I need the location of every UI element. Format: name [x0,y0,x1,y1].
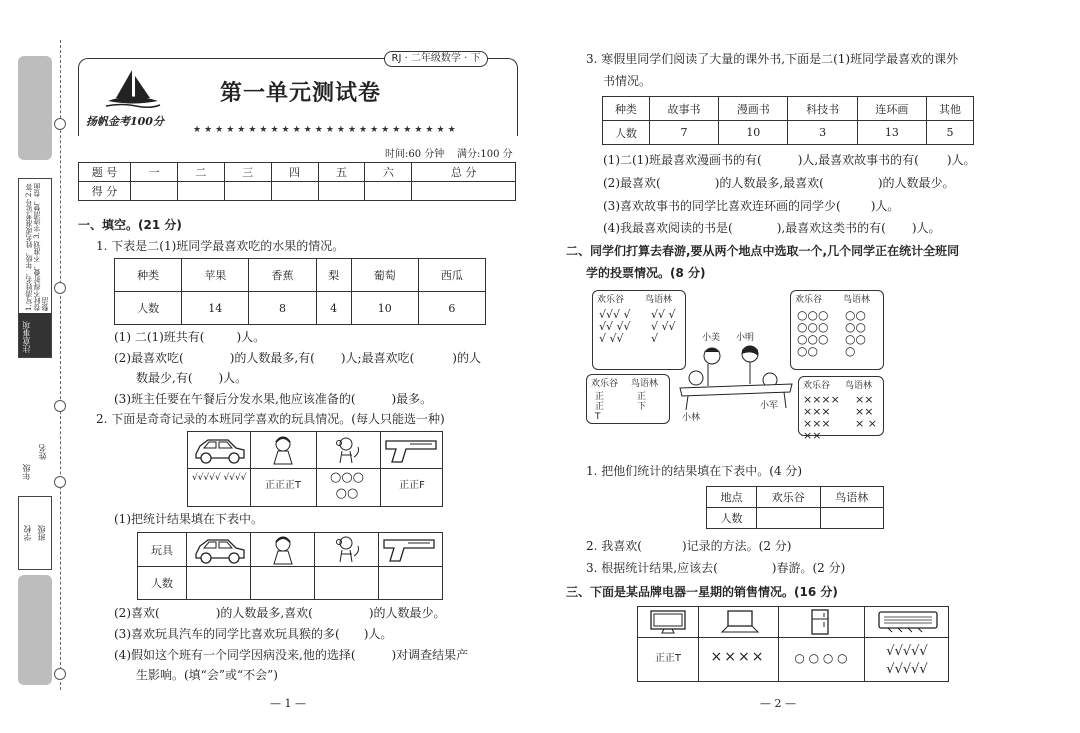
notes-box [18,178,52,358]
score-header: 三 [224,163,271,182]
part2-heading-cont: 学的投票情况。(8 分) [586,266,706,280]
count-label: 人数 [151,577,173,590]
book-value: 10 [719,121,788,145]
tally-circle-b: ○○ ○○ ○○ ○ [845,308,866,358]
loc-header: 鸟语林 [820,487,884,508]
score-cell[interactable] [131,182,178,201]
fruit-header: 种类 [115,259,182,292]
score-header: 二 [177,163,224,182]
tally-bubble-check: 欢乐谷 鸟语林 √√√ √√√ √√√ √√ √√ √√ √√ √ [592,290,686,370]
tally-circle-a: ○○○ ○○○ ○○○ ○○ [797,308,829,358]
q3-sub2: (2)最喜欢( )的人数最多,最喜欢( )的人数最少。 [603,176,955,190]
tv-icon [650,610,686,637]
count-input[interactable] [820,508,884,529]
loc-header: 地点 [707,487,757,508]
count-input[interactable] [187,567,249,599]
toy-record-table [187,431,443,507]
fruit-header: 梨 [316,259,351,292]
part2-q2: 2. 我喜欢( )记录的方法。(2 分) [586,539,792,553]
tally-cross-a: ×××× ××× ××× ×× [803,393,840,442]
gun-icon [384,438,440,467]
score-header: 题 号 [79,163,131,182]
car-icon [192,436,246,467]
monkey-record: ○○○ ○○ [329,470,365,501]
q2-sub4: (4)假如这个班有一个同学因病没来,他的选择( )对调查结果产 [114,648,469,662]
book-header: 连环画 [857,97,926,121]
toy-label: 玩具 [151,544,173,557]
sidebar-form-box [18,496,52,570]
books-table [602,96,974,145]
book-header: 漫画书 [719,97,788,121]
q2-sub1: (1)把统计结果填在下表中。 [114,512,263,526]
fruit-value: 14 [182,292,249,325]
laptop-record: ×××× [710,649,766,665]
fruit-value: 4 [316,292,351,325]
q2-stem: 2. 下面是奇奇记录的本班同学喜欢的玩具情况。(每人只能选一种) [96,412,445,426]
tally-bubble-zheng: 欢乐谷 鸟语林 正 正 T 正 下 [586,374,670,424]
book-value: 13 [857,121,926,145]
part3-heading: 三、下面是某品牌电器一星期的销售情况。(16 分) [566,585,838,599]
name-xiaoming: 小明 [736,333,755,343]
q1-sub1: (1) 二(1)班共有( )人。 [114,330,266,344]
appliance-table [637,606,949,682]
ac-record: √√√√√ √√√√√ [886,644,928,677]
tally-bubble-cross: 欢乐谷 鸟语林 ×××× ××× ××× ×× ×× ×× × × [798,376,884,436]
q3-sub3: (3)喜欢故事书的同学比喜欢连环画的同学少( )人。 [603,199,900,213]
logo-boat-icon [102,68,162,112]
book-header: 科技书 [788,97,857,121]
gun-icon [382,537,438,566]
score-row-label: 得 分 [79,182,131,201]
laptop-icon [720,610,760,637]
q3-stem-cont: 书情况。 [603,74,652,88]
q1-sub2: (2)最喜欢吃( )的人数最多,有( )人;最喜欢吃( )的人 [114,351,481,365]
subject-tag: RJ · 二年级数学 · 下 [384,51,488,67]
name-xiaolin: 小林 [682,413,701,423]
fruit-header: 西瓜 [418,259,485,292]
monkey-icon [332,435,362,470]
score-cell[interactable] [224,182,271,201]
fruit-header: 葡萄 [351,259,418,292]
tally-bubble-circle: 欢乐谷 鸟语林 ○○○ ○○○ ○○○ ○○ ○○ ○○ ○○ ○ [790,290,884,370]
car-icon [192,536,246,567]
q1-stem: 1. 下表是二(1)班同学最喜欢吃的水果的情况。 [96,239,345,253]
air-conditioner-icon [878,611,938,636]
tally-check-a: √√√ √√√ √√√ √√ [599,308,631,345]
score-cell[interactable] [177,182,224,201]
tally-cross-b: ×× ×× × × [855,393,877,430]
score-header: 总 分 [412,163,516,182]
school-field-label: 学校 [23,525,32,541]
book-header: 其他 [927,97,974,121]
class-field-label: 班级 [37,525,46,541]
book-header: 故事书 [649,97,718,121]
q2-sub4-cont: 生影响。(填“会”或“不会”) [136,668,278,682]
loc-header: 欢乐谷 [757,487,821,508]
score-table [78,162,516,201]
name-xiaojun: 小军 [760,401,779,411]
fruit-table [114,258,486,325]
tally-check-b: √√ √√ √√ √ [651,308,676,345]
sidebar-tab-top [18,56,52,160]
binding-holes [54,0,68,733]
fruit-value: 8 [249,292,316,325]
part2-q1: 1. 把他们统计的结果填在下表中。(4 分) [586,464,803,478]
part1-heading: 一、填空。(21 分) [78,218,182,232]
page-number-2: — 2 — [760,697,796,710]
toy-fill-table [137,532,443,600]
sidebar-tab-bottom [18,575,52,685]
fridge-icon [810,609,832,638]
part2-q3: 3. 根据统计结果,应该去( )春游。(2 分) [586,561,846,575]
vote-illustration [586,288,884,442]
doll-record: 正正正T [264,480,302,491]
score-cell[interactable] [271,182,318,201]
notes-label: 注意事项 [22,321,31,353]
fruit-header: 苹果 [182,259,249,292]
part2-heading: 二、同学们打算去春游,要从两个地点中选取一个,几个同学正在统计全班同 [566,244,960,258]
title-stars: ★★★★★★★★★★★★★★★★★★★★★★★★ [193,125,459,135]
book-header: 种类 [603,97,650,121]
loc-row-label: 人数 [707,508,757,529]
fridge-record: ○ ○ ○ ○ [794,651,848,665]
book-value: 3 [788,121,857,145]
fruit-header: 香蕉 [249,259,316,292]
page-number-1: — 1 — [270,697,306,710]
score-header: 六 [365,163,412,182]
monkey-icon [332,534,362,569]
logo-text: 扬帆金考100分 [86,115,164,128]
page-title: 第一单元测试卷 [220,80,382,106]
q1-sub3: (3)班主任要在午餐后分发水果,他应该准备的( )最多。 [114,392,433,406]
score-header: 一 [131,163,178,182]
time-info: 时间:60 分钟 满分:100 分 [385,149,513,160]
q3-sub4: (4)我最喜欢阅读的书是( ),最喜欢这类书的有( )人。 [603,221,941,235]
q2-sub3: (3)喜欢玩具汽车的同学比喜欢玩具猴的多( )人。 [114,627,393,641]
fruit-value: 6 [418,292,485,325]
name-xiaomei: 小美 [702,333,721,343]
doll-icon [268,434,298,469]
tally-zheng-b: 正 下 [637,392,647,412]
score-header: 五 [318,163,365,182]
count-input[interactable] [379,567,441,599]
count-input[interactable] [315,567,377,599]
count-input[interactable] [757,508,821,529]
book-value: 5 [927,121,974,145]
tally-zheng-a: 正 正 T [595,392,605,422]
score-header: 四 [271,163,318,182]
fruit-value: 10 [351,292,418,325]
count-input[interactable] [251,567,313,599]
tv-record: 正正T [654,653,682,664]
q1-sub2-cont: 数最少,有( )人。 [136,371,248,385]
fruit-row-label: 人数 [115,292,182,325]
notes-text: 1.写清姓名、年级、姓名或准考证号 2.答卷时不得折叠，不准划 3.字迹清楚，卷面整洁 [25,183,49,311]
q3-stem: 3. 寒假里同学们阅读了大量的课外书,下面是二(1)班同学最喜欢的课外 [586,52,959,66]
name-field-label: 姓名 [38,444,47,460]
score-cell[interactable] [365,182,412,201]
book-row-label: 人数 [603,121,650,145]
score-cell[interactable] [318,182,365,201]
location-table [706,486,884,529]
q3-sub1: (1)二(1)班最喜欢漫画书的有( )人,最喜欢故事书的有( )人。 [603,153,976,167]
grade-field-label: 年级 [22,464,31,480]
q2-sub2: (2)喜欢( )的人数最多,喜欢( )的人数最少。 [114,606,446,620]
score-cell[interactable] [412,182,516,201]
doll-icon [268,534,298,569]
gun-record: 正正F [399,480,425,491]
car-record: √√√√√ √√√√ [192,473,247,483]
book-value: 7 [649,121,718,145]
